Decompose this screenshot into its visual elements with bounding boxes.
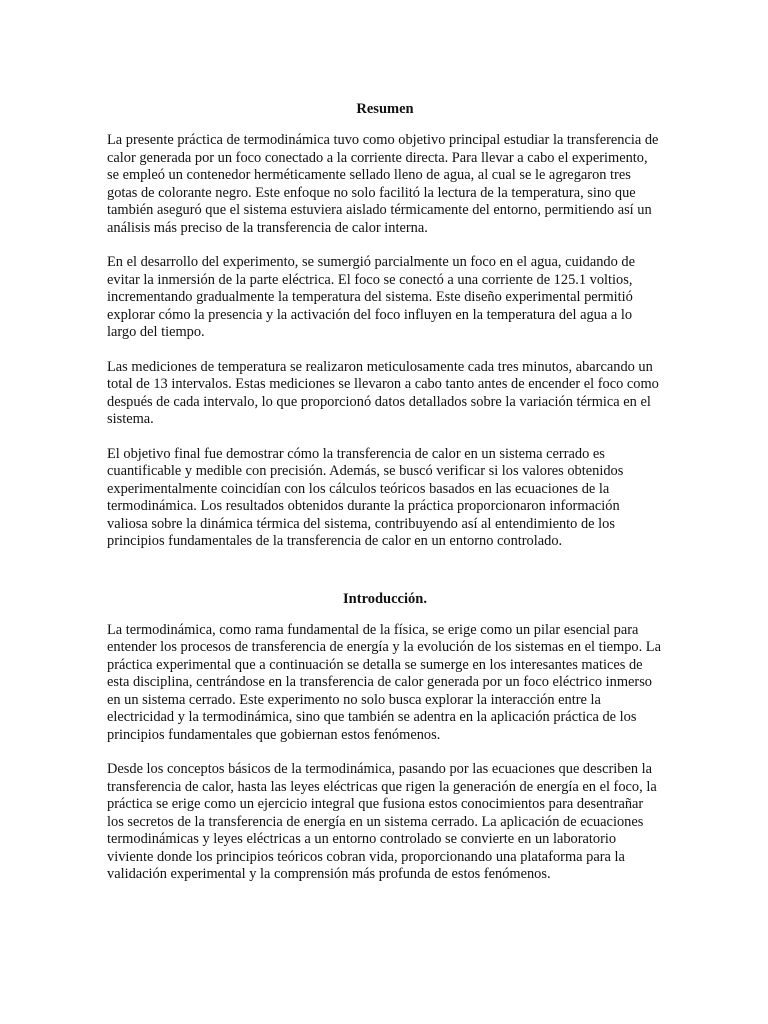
section-spacer	[107, 568, 663, 590]
introduccion-paragraph-1: La termodinámica, como rama fundamental de la física, se erige como un pilar esencial para entender los procesos de transferencia de energía y la evolución de los sistemas en el tiempo. La práctica experimental que a continuación se detalla se sumerge en los interesantes matices de esta disciplina, centrándose en la transferencia de calor generada por un foco eléctrico inmerso en un sistema cerrado. Este experimento no solo busca explorar la interacción entre la electricidad y la termodinámica, sino que también se adentra en la aplicación práctica de los principios fundamentales que gobiernan estos fenómenos.	[107, 621, 661, 743]
resumen-paragraph-3: Las mediciones de temperatura se realizaron meticulosamente cada tres minutos, abarcando un total de 13 intervalos. Estas mediciones se llevaron a cabo tanto antes de encender el foco como después de cada intervalo, lo que proporcionó datos detallados sobre la variación térmica en el sistema.	[107, 358, 659, 427]
document-page	[107, 100, 663, 901]
resumen-heading: Resumen	[356, 101, 414, 117]
introduccion-paragraph-2: Desde los conceptos básicos de la termodinámica, pasando por las ecuaciones que describen la transferencia de calor, hasta las leyes eléctricas que rigen la generación de energía en el foco, la práctica se erige como un ejercicio integral que fusiona estos conocimientos para desentrañar los secretos de la transferencia de energía en un sistema cerrado. La aplicación de ecuaciones termodinámicas y leyes eléctricas a un entorno controlado se convierte en un laboratorio viviente donde los principios teóricos cobran vida, proporcionando una plataforma para la validación experimental y la comprensión más profunda de estos fenómenos.	[107, 761, 657, 882]
resumen-paragraph-1: La presente práctica de termodinámica tuvo como objetivo principal estudiar la transferencia de calor generada por un foco conectado a la corriente directa. Para llevar a cabo el experimento, se empleó un contenedor herméticamente sellado lleno de agua, al cual se le agregaron tres gotas de colorante negro. Este enfoque no solo facilitó la lectura de la temperatura, sino que también aseguró que el sistema estuviera aislado térmicamente del entorno, permitiendo así un análisis más preciso de la transferencia de calor interna.	[107, 132, 659, 236]
resumen-paragraph-4: El objetivo final fue demostrar cómo la transferencia de calor en un sistema cerrado es cuantificable y medible con precisión. Además, se buscó verificar si los valores obtenidos experimentalmente coincidían con los cálculos teóricos basados en las ecuaciones de la termodinámica. Los resultados obtenidos durante la práctica proporcionaron información valiosa sobre la dinámica térmica del sistema, contribuyendo así al entendimiento de los principios fundamentales de la transferencia de calor en un entorno controlado.	[107, 445, 624, 549]
resumen-paragraph-2: En el desarrollo del experimento, se sumergió parcialmente un foco en el agua, cuidando de evitar la inmersión de la parte eléctrica. El foco se conectó a una corriente de 125.1 voltios, incrementando gradualmente la temperatura del sistema. Este diseño experimental permitió explorar cómo la presencia y la activación del foco influyen en la temperatura del agua a lo largo del tiempo.	[107, 254, 635, 340]
introduccion-heading: Introducción.	[343, 590, 427, 607]
